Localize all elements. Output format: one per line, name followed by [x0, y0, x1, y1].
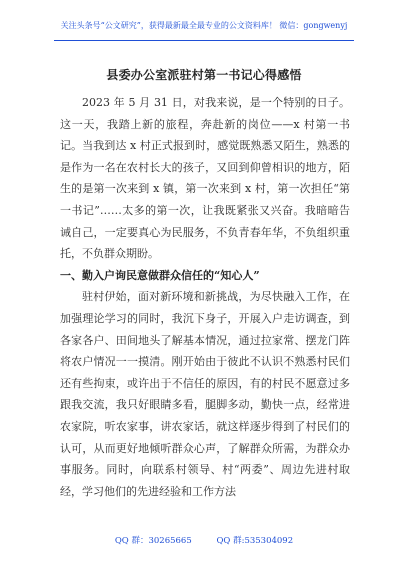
footer-qq-group-2: QQ 群:535304092 [216, 536, 294, 546]
footer-qq-group-1: QQ 群：30265665 [114, 536, 192, 546]
section-heading: 一、勤入户询民意做群众信任的“知心人” [60, 268, 260, 282]
body-paragraph: 驻村伊始，面对新环境和新挑战，为尽快融入工作，在加强理论学习的同时，我沉下身子，开展入户走访调查，到各家各户、田间地头了解基本情况，通过拉家常、摆龙门阵将农户情况一一摸清。刚开始由于彼此不认识不熟悉村民们还有些拘束，或许出于不信任的原因，有的村民不愿意过多跟我交流，我只好眼睛多看，腿脚多动，勤快一点，经常进农家院，听农家事，讲农家话，就这样逐步得到了村民们的认可，从而更好地倾听群众心声，了解群众所需，为群众办事服务。同时，向联系村领导、村“两委”、周边先进村取经，学习他们的先进经验和工作方法 [60, 290, 350, 498]
footer [0, 534, 408, 546]
document-title: 县委办公室派驻村第一书记心得感悟 [106, 68, 302, 82]
header-divider [54, 40, 354, 41]
body-paragraph: 2023 年 5 月 31 日，对我来说，是一个特别的日子。这一天，我踏上新的旅程，奔赴新的岗位——x 村第一书记。当我到达 x 村正式报到时，感觉既熟悉又陌生，熟悉的是作为一名在农村长大的孩子，又回到仰曾相识的地方，陌生的是第一次来到 x 镇，第一次来到 x 村，第一次担任“第一书记”……太多的第一次，让我既紧张又兴奋。我暗暗告诫自己，一定要真心为民服务，不负青春年华，不负组织重托，不负群众期盼。 [60, 96, 350, 261]
document-body [60, 92, 350, 502]
header-notice: 关注头条号“公文研究”，获得最新最全最专业的公文资料库！ 微信：gongwenyj [60, 21, 348, 30]
